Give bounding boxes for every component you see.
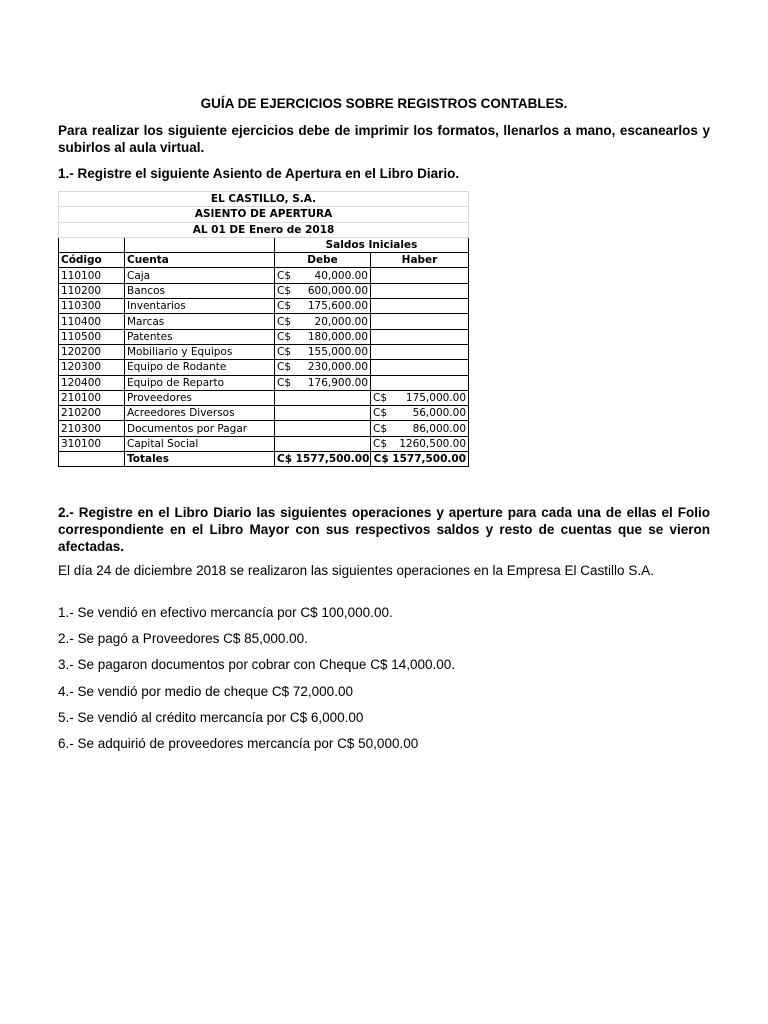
amount-value: 86,000.00 <box>412 422 467 435</box>
row-account: Marcas <box>125 314 275 329</box>
row-debe <box>275 329 371 344</box>
amount-value: 600,000.00 <box>307 284 368 297</box>
row-code: 120300 <box>59 360 125 375</box>
document-title: GUÍA DE EJERCICIOS SOBRE REGISTROS CONTABLES. <box>200 96 568 111</box>
exercise-2-heading: 2.- Registre en el Libro Diario las siguientes operaciones y aperture para cada una de ellas el Folio correspondiente en el Libro Mayor con sus respectivos saldos y resto de cuentas que se vieron afectadas. <box>58 505 710 554</box>
row-haber <box>371 299 469 314</box>
totals-debe: C$ 1577,500.00 <box>275 452 371 467</box>
amount-value: 230,000.00 <box>307 361 368 374</box>
row-haber <box>371 421 469 436</box>
exercise-1-heading: 1.- Registre el siguiente Asiento de Apertura en el Libro Diario. <box>58 166 460 181</box>
amount-value: 175,000.00 <box>405 392 467 404</box>
header-blank-account <box>125 237 275 252</box>
amount-value: 155,000.00 <box>307 346 368 359</box>
row-code: 110300 <box>59 299 125 314</box>
header-saldos: Saldos Iniciales <box>275 237 469 252</box>
row-account: Proveedores <box>125 390 275 405</box>
currency-symbol: C$ <box>277 300 292 313</box>
header-account: Cuenta <box>125 253 275 268</box>
table-row <box>59 329 469 344</box>
row-debe <box>275 344 371 359</box>
row-code: 110100 <box>59 268 125 283</box>
table-row <box>59 406 469 421</box>
totals-haber: C$ 1577,500.00 <box>371 452 469 467</box>
row-debe <box>275 421 371 436</box>
row-haber <box>371 329 469 344</box>
row-debe <box>275 314 371 329</box>
row-debe <box>275 299 371 314</box>
row-account: Acreedores Diversos <box>125 406 275 421</box>
row-code: 110200 <box>59 283 125 298</box>
intro-paragraph: Para realizar los siguiente ejercicios debe de imprimir los formatos, llenarlos a mano, escanearlos y subirlos al aula virtual. <box>58 123 710 155</box>
opening-entry-table <box>58 191 469 467</box>
operation-item: 2.- Se pagó a Proveedores C$ 85,000.00. <box>58 631 308 647</box>
amount-value: 56,000.00 <box>412 407 467 420</box>
currency-symbol: C$ <box>373 422 388 435</box>
currency-symbol: C$ <box>373 392 388 404</box>
row-debe <box>275 283 371 298</box>
table-row <box>59 421 469 436</box>
row-code: 110500 <box>59 329 125 344</box>
table-date: AL 01 DE Enero de 2018 <box>59 222 469 237</box>
totals-blank <box>59 452 125 467</box>
header-code: Código <box>59 253 125 268</box>
totals-label: Totales <box>125 452 275 467</box>
currency-symbol: C$ <box>277 330 292 343</box>
amount-value: 20,000.00 <box>314 315 368 328</box>
currency-symbol: C$ <box>277 284 292 297</box>
currency-symbol: C$ <box>277 269 292 282</box>
amount-value: 40,000.00 <box>314 269 368 282</box>
row-haber <box>371 344 469 359</box>
amount-value: 176,900.00 <box>307 376 368 389</box>
table-row <box>59 268 469 283</box>
row-account: Equipo de Reparto <box>125 375 275 390</box>
row-haber <box>371 375 469 390</box>
amount-value: 175,600.00 <box>307 300 368 313</box>
currency-symbol: C$ <box>277 361 292 374</box>
currency-symbol: C$ <box>373 437 388 450</box>
header-blank-code <box>59 237 125 252</box>
currency-symbol: C$ <box>277 376 292 389</box>
table-row <box>59 314 469 329</box>
row-code: 120200 <box>59 344 125 359</box>
totals-row <box>59 452 469 467</box>
row-code: 120400 <box>59 375 125 390</box>
table-row <box>59 390 469 405</box>
row-account: Patentes <box>125 329 275 344</box>
row-code: 210300 <box>59 421 125 436</box>
row-haber <box>371 314 469 329</box>
row-haber <box>371 268 469 283</box>
row-code: 310100 <box>59 436 125 451</box>
row-debe <box>275 406 371 421</box>
operation-item: 6.- Se adquirió de proveedores mercancía por C$ 50,000.00 <box>58 736 419 751</box>
row-debe <box>275 390 371 405</box>
table-row <box>59 344 469 359</box>
currency-symbol: C$ <box>277 315 292 328</box>
table-row <box>59 299 469 314</box>
row-account: Bancos <box>125 283 275 298</box>
header-haber: Haber <box>371 253 469 268</box>
table-row <box>59 375 469 390</box>
row-debe <box>275 360 371 375</box>
row-account: Equipo de Rodante <box>125 360 275 375</box>
context-paragraph: El día 24 de diciembre 2018 se realizaron las siguientes operaciones en la Empresa El Castillo S.A. <box>58 563 654 578</box>
operation-item: 3.- Se pagaron documentos por cobrar con Cheque C$ 14,000.00. <box>58 657 456 673</box>
operation-item: 4.- Se vendió por medio de cheque C$ 72,000.00 <box>58 683 353 699</box>
row-account: Capital Social <box>125 436 275 451</box>
row-account: Mobiliario y Equipos <box>125 344 275 359</box>
table-row <box>59 283 469 298</box>
row-code: 110400 <box>59 314 125 329</box>
table-row <box>59 436 469 451</box>
row-debe <box>275 268 371 283</box>
operation-item: 5.- Se vendió al crédito mercancía por C$ 6,000.00 <box>58 709 364 725</box>
row-haber <box>371 406 469 421</box>
currency-symbol: C$ <box>277 346 292 359</box>
amount-value: 1260,500.00 <box>399 437 467 450</box>
row-debe <box>275 375 371 390</box>
row-haber <box>371 360 469 375</box>
row-account: Documentos por Pagar <box>125 421 275 436</box>
row-account: Caja <box>125 268 275 283</box>
row-code: 210100 <box>59 390 125 405</box>
row-debe <box>275 436 371 451</box>
row-code: 210200 <box>59 406 125 421</box>
amount-value: 180,000.00 <box>307 330 368 343</box>
table-company: EL CASTILLO, S.A. <box>59 192 469 207</box>
currency-symbol: C$ <box>373 407 388 420</box>
row-account: Inventarios <box>125 299 275 314</box>
table-subtitle: ASIENTO DE APERTURA <box>59 207 469 222</box>
row-haber <box>371 390 469 405</box>
operation-item: 1.- Se vendió en efectivo mercancía por C$ 100,000.00. <box>58 605 393 620</box>
row-haber <box>371 283 469 298</box>
table-row <box>59 360 469 375</box>
row-haber <box>371 436 469 451</box>
header-debe: Debe <box>275 253 371 268</box>
